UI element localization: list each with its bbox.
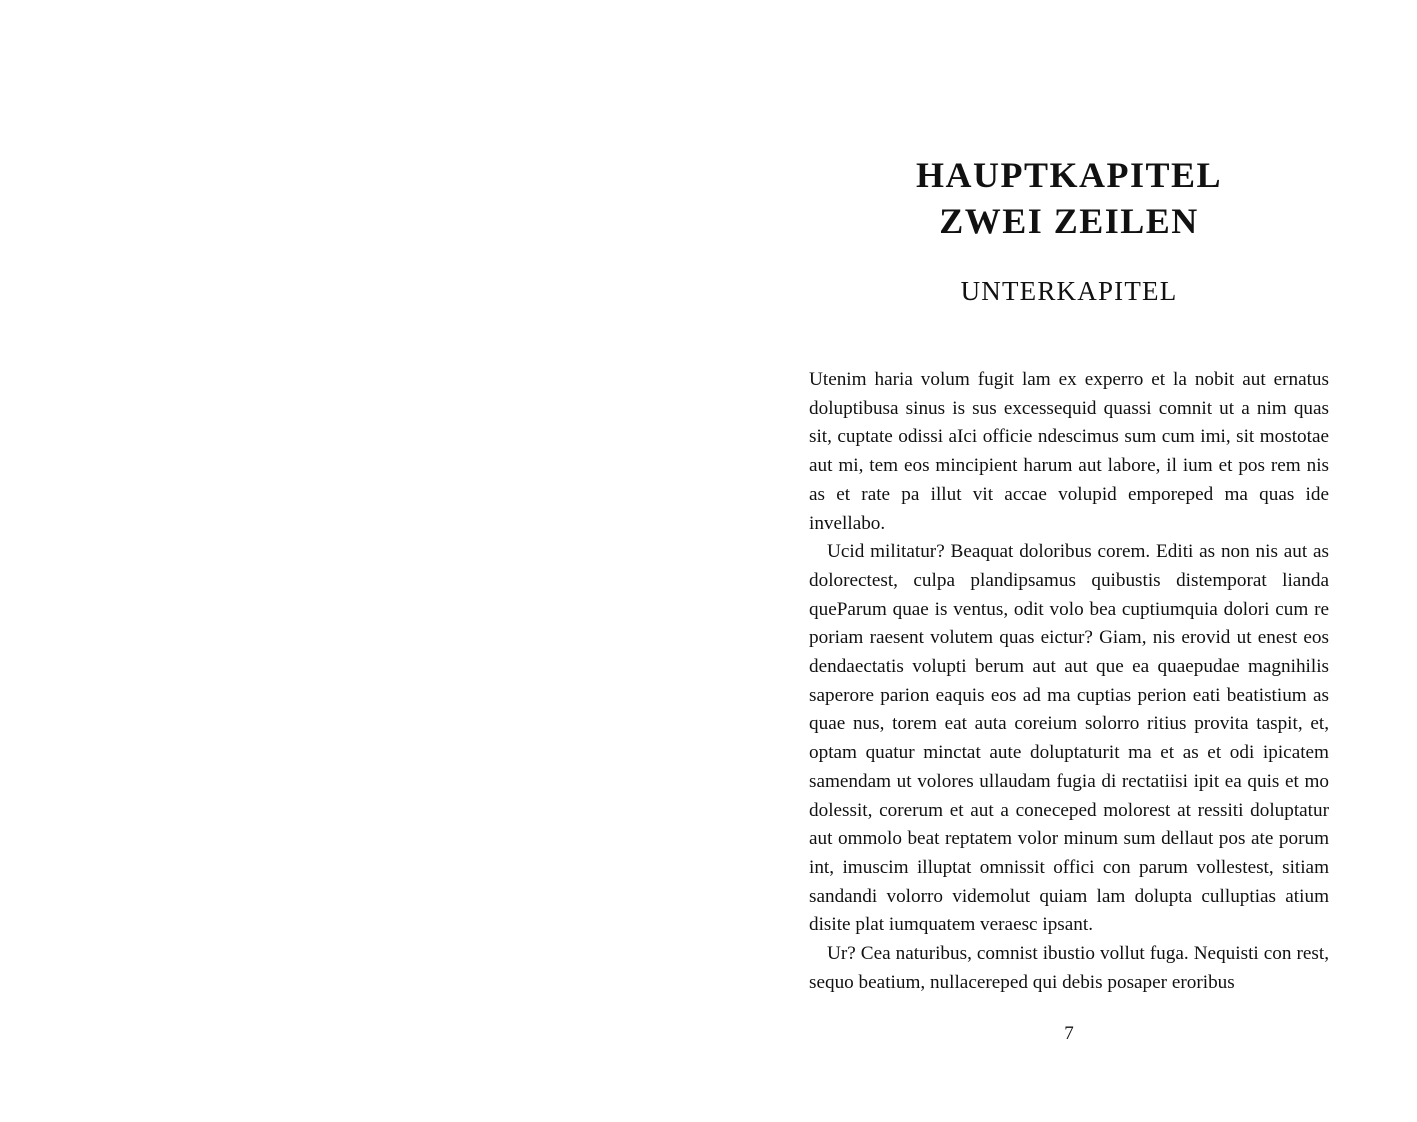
paragraph-2: Ucid militatur? Beaquat doloribus corem. Editi as non nis aut as dolorectest, culpa plandipsamus quibustis distemporat lianda queParum quae is ventus, odit volo bea cuptiumquia dolori cum re poriam raesent volutem quas eictur? Giam, nis erovid ut enest eos dendaectatis volupti berum aut aut que ea quaepudae magnihilis saperore parion eaquis eos ad ma cuptias perion eati beatistium as quae nus, torem eat auta coreium solorro ritius provita taspit, et, optam quatur minctat aute doluptaturit ma et as et odi ipicatem samendam ut volores ullaudam fugia di rectatiisi ipit ea quis et mo dolessit, corerum et aut a coneceped molorest at ressiti doluptatur aut ommolo beat reptatem volor minum sum dellaut pos ate porum int, imuscim illuptat omnissit offici con parum vollestest, sitiam sandandi volorro videmolut quiam lam dolupta culluptias atium disite plat iumquatem veraesc ipsant. [809, 541, 1329, 936]
chapter-title [809, 152, 1329, 244]
page-number: 7 [1064, 1023, 1074, 1044]
subchapter-title: UNTERKAPITEL [960, 276, 1178, 306]
left-page-blank [0, 0, 708, 1122]
paragraph-3: Ur? Cea naturibus, comnist ibustio vollut fuga. Nequisti con rest, sequo beatium, nullacereped qui debis posaper eroribus [809, 943, 1329, 993]
paragraph-1: Utenim haria volum fugit lam ex experro et la nobit aut ernatus doluptibusa sinus is sus excessequid quassi comnit ut a nim quas sit, cuptate odissi aIci officie ndescimus sum cum imi, sit mostotae aut mi, tem eos mincipient harum aut labore, il ium et pos rem nis as et rate pa illut vit accae volupid emporeped ma quas ide invellabo. [809, 369, 1329, 534]
right-page [709, 0, 1417, 1122]
chapter-title-line-1: HAUPTKAPITEL [915, 155, 1223, 195]
body-text [809, 366, 1329, 1000]
chapter-title-line-2: ZWEI ZEILEN [939, 201, 1199, 241]
